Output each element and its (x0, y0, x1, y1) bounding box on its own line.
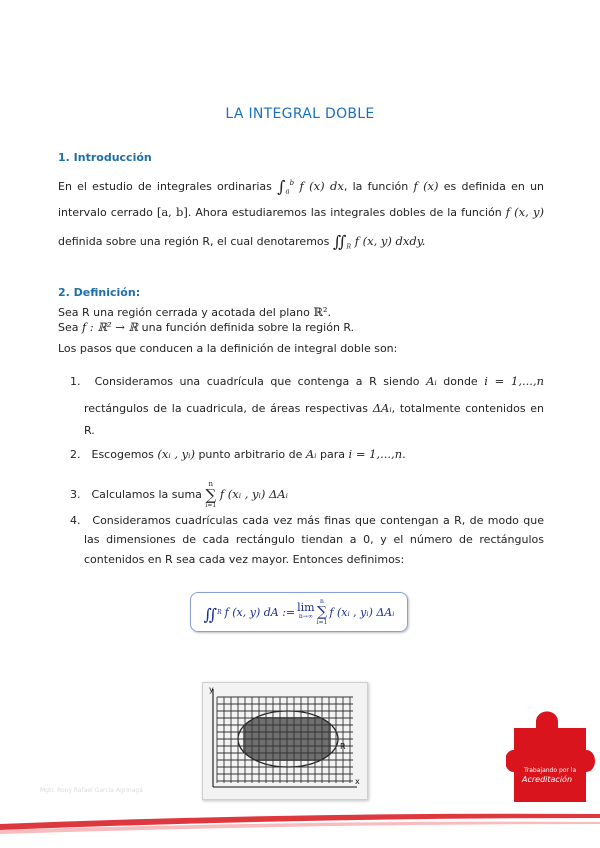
formula-sum-lower: i=1 (316, 618, 328, 626)
step-4-line-3: contenidos en R sea cada vez mayor. Entonces definimos: (84, 553, 405, 566)
intro-text-2b: . Ahora estudiaremos las integrales dobles de la función (187, 206, 502, 219)
step-4-text-1: Consideramos cuadrículas cada vez más finas que contengan a R, de modo que (92, 514, 544, 527)
step-1-line-1 (70, 374, 544, 388)
limit-word: lim (297, 601, 315, 614)
definition-line-2 (58, 320, 544, 335)
step-1-text-b: donde (443, 375, 478, 388)
step-4-line-1 (70, 514, 544, 527)
double-integral-region: R (346, 243, 352, 251)
step-1-dai: ΔAᵢ (372, 401, 392, 415)
intro-heading: 1. Introducción (58, 151, 152, 164)
step-3 (70, 480, 544, 510)
intro-text-1a: En el estudio de integrales ordinarias (58, 179, 272, 193)
integral-lower-limit: a (285, 187, 290, 196)
step-3-number: 3. (70, 488, 81, 501)
step-1-range: i = 1,...,n (484, 374, 545, 388)
step-2-number: 2. (70, 448, 81, 461)
definition-text-2a: Sea (58, 321, 79, 334)
integrand: f (x) dx (299, 178, 344, 193)
limit-sub: n→∞ (298, 613, 313, 620)
step-3-text-a: Calculamos la suma (91, 488, 202, 501)
accreditation-logo (506, 702, 600, 806)
step-1-number: 1. (70, 375, 81, 388)
integral-upper-limit: b (289, 179, 295, 187)
double-integral-definition (190, 592, 408, 632)
puzzle-piece-icon (506, 712, 595, 803)
intro-text-1c: es definida en un (443, 179, 545, 193)
definition-text-2b: una función definida sobre la región R. (141, 321, 355, 334)
grid-region-figure (202, 682, 368, 800)
step-2-ai: Aᵢ (305, 447, 317, 461)
intro-text-3a: definida sobre una región R, el cual denotaremos (58, 235, 330, 248)
step-4-line-2: las dimensiones de cada rectángulo tiendan a 0, y el número de rectángulos (84, 533, 544, 546)
sum-term: f (xᵢ , yᵢ) ΔAᵢ (219, 487, 288, 501)
page-title: LA INTEGRAL DOBLE (225, 106, 375, 122)
logo-line-2: Acreditación (522, 775, 573, 784)
step-1-line-2 (70, 401, 544, 415)
y-axis-label: y (209, 685, 214, 694)
sum-lower: i=1 (205, 502, 217, 509)
definition-line-3: Los pasos que conducen a la definición de integral doble son: (58, 342, 398, 355)
formula-sum (317, 598, 328, 627)
plane-r2: ℝ² (313, 305, 328, 319)
formula-sum-upper: n (320, 597, 324, 605)
step-2 (70, 447, 544, 461)
step-1-text-c: rectángulos de la cuadricula, de áreas respectivas (84, 402, 368, 415)
footer-band (0, 808, 600, 848)
grid-diagram (203, 683, 367, 799)
definition-text-1-end: . (327, 306, 331, 319)
intro-text-2a: intervalo cerrado (58, 206, 153, 219)
step-4-number: 4. (70, 514, 81, 527)
step-2-range: i = 1,...,n. (348, 447, 406, 461)
intro-text-1b: , la función (343, 179, 409, 193)
step-2-text-b: punto arbitrario de (198, 448, 303, 461)
x-axis-label: x (355, 777, 360, 786)
logo-line-1: Trabajando por la (524, 767, 577, 774)
formula-sigma-icon: ∑ (316, 603, 327, 620)
step-2-point: (xᵢ , yᵢ) (157, 447, 195, 461)
riemann-sum (205, 480, 287, 510)
intro-line-3 (58, 233, 544, 254)
double-integral-sign: ∬ (203, 604, 218, 624)
step-2-text-c: para (319, 448, 345, 461)
region-label: R (340, 742, 346, 751)
formula-rhs: f (xᵢ , yᵢ) ΔAᵢ (329, 605, 395, 619)
formula-lhs: f (x, y) dA := (224, 605, 296, 619)
double-integral: $∬_R$ f (x, y) dxdy. (332, 232, 426, 251)
sum-upper: n (208, 480, 214, 488)
intro-line-1 (58, 176, 544, 198)
limit-block (297, 603, 314, 621)
double-integrand: f (x, y) dxdy. (354, 234, 426, 248)
definition-text-1: Sea R una región cerrada y acotada del plano (58, 306, 310, 319)
function-mapping: f : ℝ² → ℝ (82, 320, 139, 334)
function-fx: f (x) (413, 178, 439, 193)
sigma-icon: ∑ (205, 486, 217, 504)
step-1-ai: Aᵢ (426, 374, 437, 388)
step-2-text-a: Escogemos (91, 448, 154, 461)
function-fxy: f (x, y) (505, 205, 544, 219)
definition-line-1 (58, 305, 544, 320)
step-1-text-d: , totalmente contenidos en (391, 402, 544, 415)
definition-heading: 2. Definición: (58, 286, 141, 299)
interval-ab: [a, b] (156, 205, 188, 219)
step-1-text-a: Consideramos una cuadrícula que contenga a R siendo (94, 375, 420, 388)
formula-region: R (217, 608, 222, 616)
intro-line-2 (58, 205, 544, 220)
author-watermark: Mgtr. Rony Rafael García Agrinagá (40, 787, 143, 794)
step-1-line-3: R. (84, 424, 95, 437)
simple-integral: $\int_a^b$ f (x) dx (277, 176, 344, 196)
